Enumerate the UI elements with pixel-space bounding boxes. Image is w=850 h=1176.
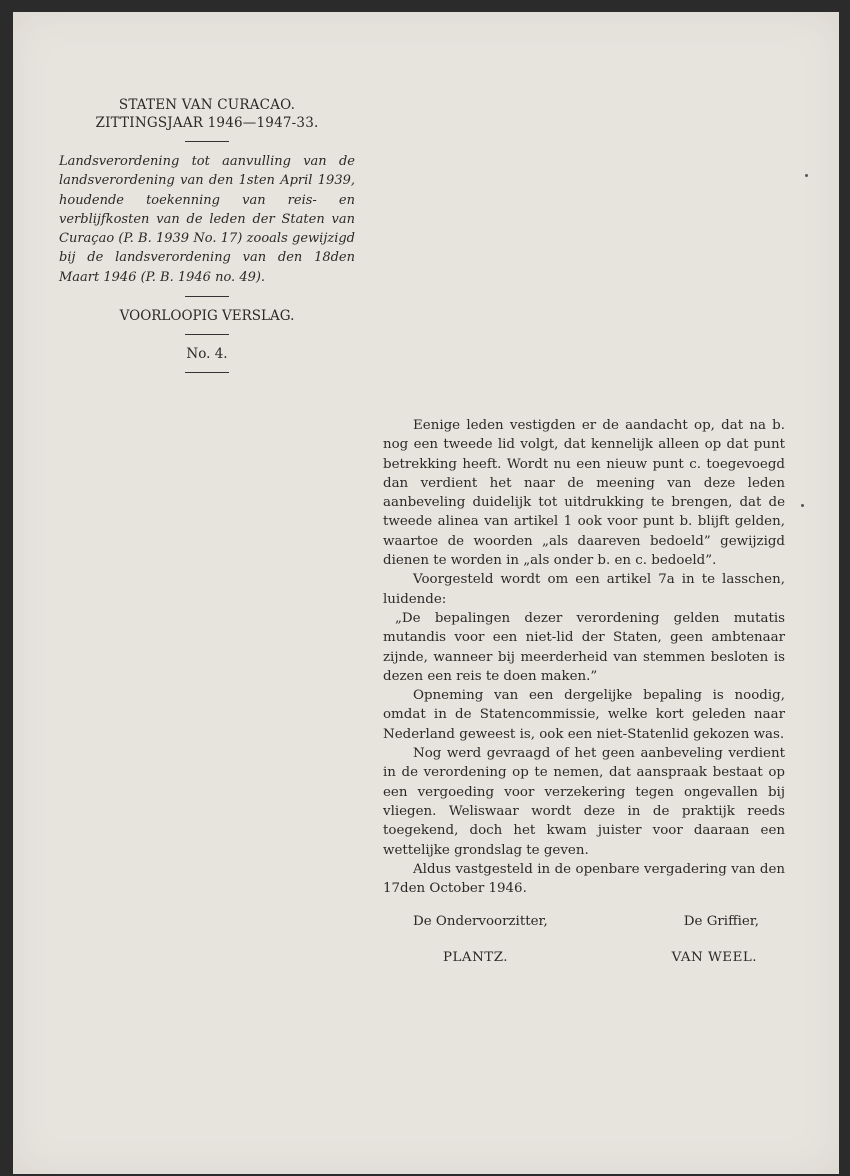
header-line-2: ZITTINGSJAAR 1946—1947-33. <box>95 115 319 131</box>
paragraph: Eenige leden vestigden er de aandacht op, dat na b. nog een tweede lid volgt, dat kennelijk alleen op dat punt betrekking heeft. Wordt nu een nieuw punt c. toegevoegd dan verdient het naar de meening van deze leden aanbeveling duidelijk tot uitdrukking te brengen, dat de tweede alinea van artikel 1 ook voor punt b. blijft gelden, waartoe de woorden „als daareven bedoeld” gewijzigd dienen te worden in „als onder b. en c. bedoeld”. <box>383 418 785 569</box>
ordinance-title: Landsverordening tot aanvulling van de landsverordening van den 1sten April 1939, houdende toekenning van reis- en verblijfkosten van de leden der Staten van Curaçao (P. B. 1939 No. 17) zooals gewijzigd bij de landsverordening van den 18den Maart 1946 (P. B. 1946 no. 49). <box>59 154 355 285</box>
signer-name-left: PLANTZ. <box>443 950 509 966</box>
section-title: VOORLOOPIG VERSLAG. <box>119 308 295 325</box>
closing-paragraph: Aldus vastgesteld in de openbare vergadering van den 17den October 1946. <box>383 861 785 897</box>
report-body <box>383 416 785 978</box>
paragraph: Opneming van een dergelijke bepaling is noodig, omdat in de Statencommissie, welke kort geleden naar Nederland geweest is, ook een niet-Statenlid gekozen was. <box>383 688 785 742</box>
signature-block <box>383 914 785 978</box>
paragraph: Voorgesteld wordt om een artikel 7a in te lasschen, luidende: <box>383 572 785 607</box>
divider <box>185 296 229 297</box>
left-column <box>59 96 355 383</box>
divider <box>185 372 229 373</box>
divider <box>185 141 229 142</box>
quoted-article: „De bepalingen dezer verordening gelden mutatis mutandis voor een niet-lid der Staten, geen ambtenaar zijnde, wanneer bij meerderheid van stemmen besloten is dezen een reis te doen maken.” <box>383 610 785 684</box>
divider <box>185 334 229 335</box>
paragraph: Nog werd gevraagd of het geen aanbeveling verdient in de verordening op te nemen, dat aanspraak bestaat op een vergoeding voor verzekering tegen ongevallen bij vliegen. Weliswaar wordt deze in de praktijk reeds toegekend, doch het kwam juister voor daaraan een wettelijke grondslag te geven. <box>383 746 785 858</box>
signer-role-right: De Griffier, <box>683 914 759 930</box>
paper-speck <box>805 174 808 177</box>
signer-role-left: De Ondervoorzitter, <box>413 914 548 930</box>
paper-speck <box>801 504 804 507</box>
document-page <box>13 12 839 1174</box>
signer-name-right: VAN WEEL. <box>671 950 757 966</box>
document-number: No. 4. <box>186 346 228 363</box>
header-line-1: STATEN VAN CURACAO. <box>118 97 296 113</box>
